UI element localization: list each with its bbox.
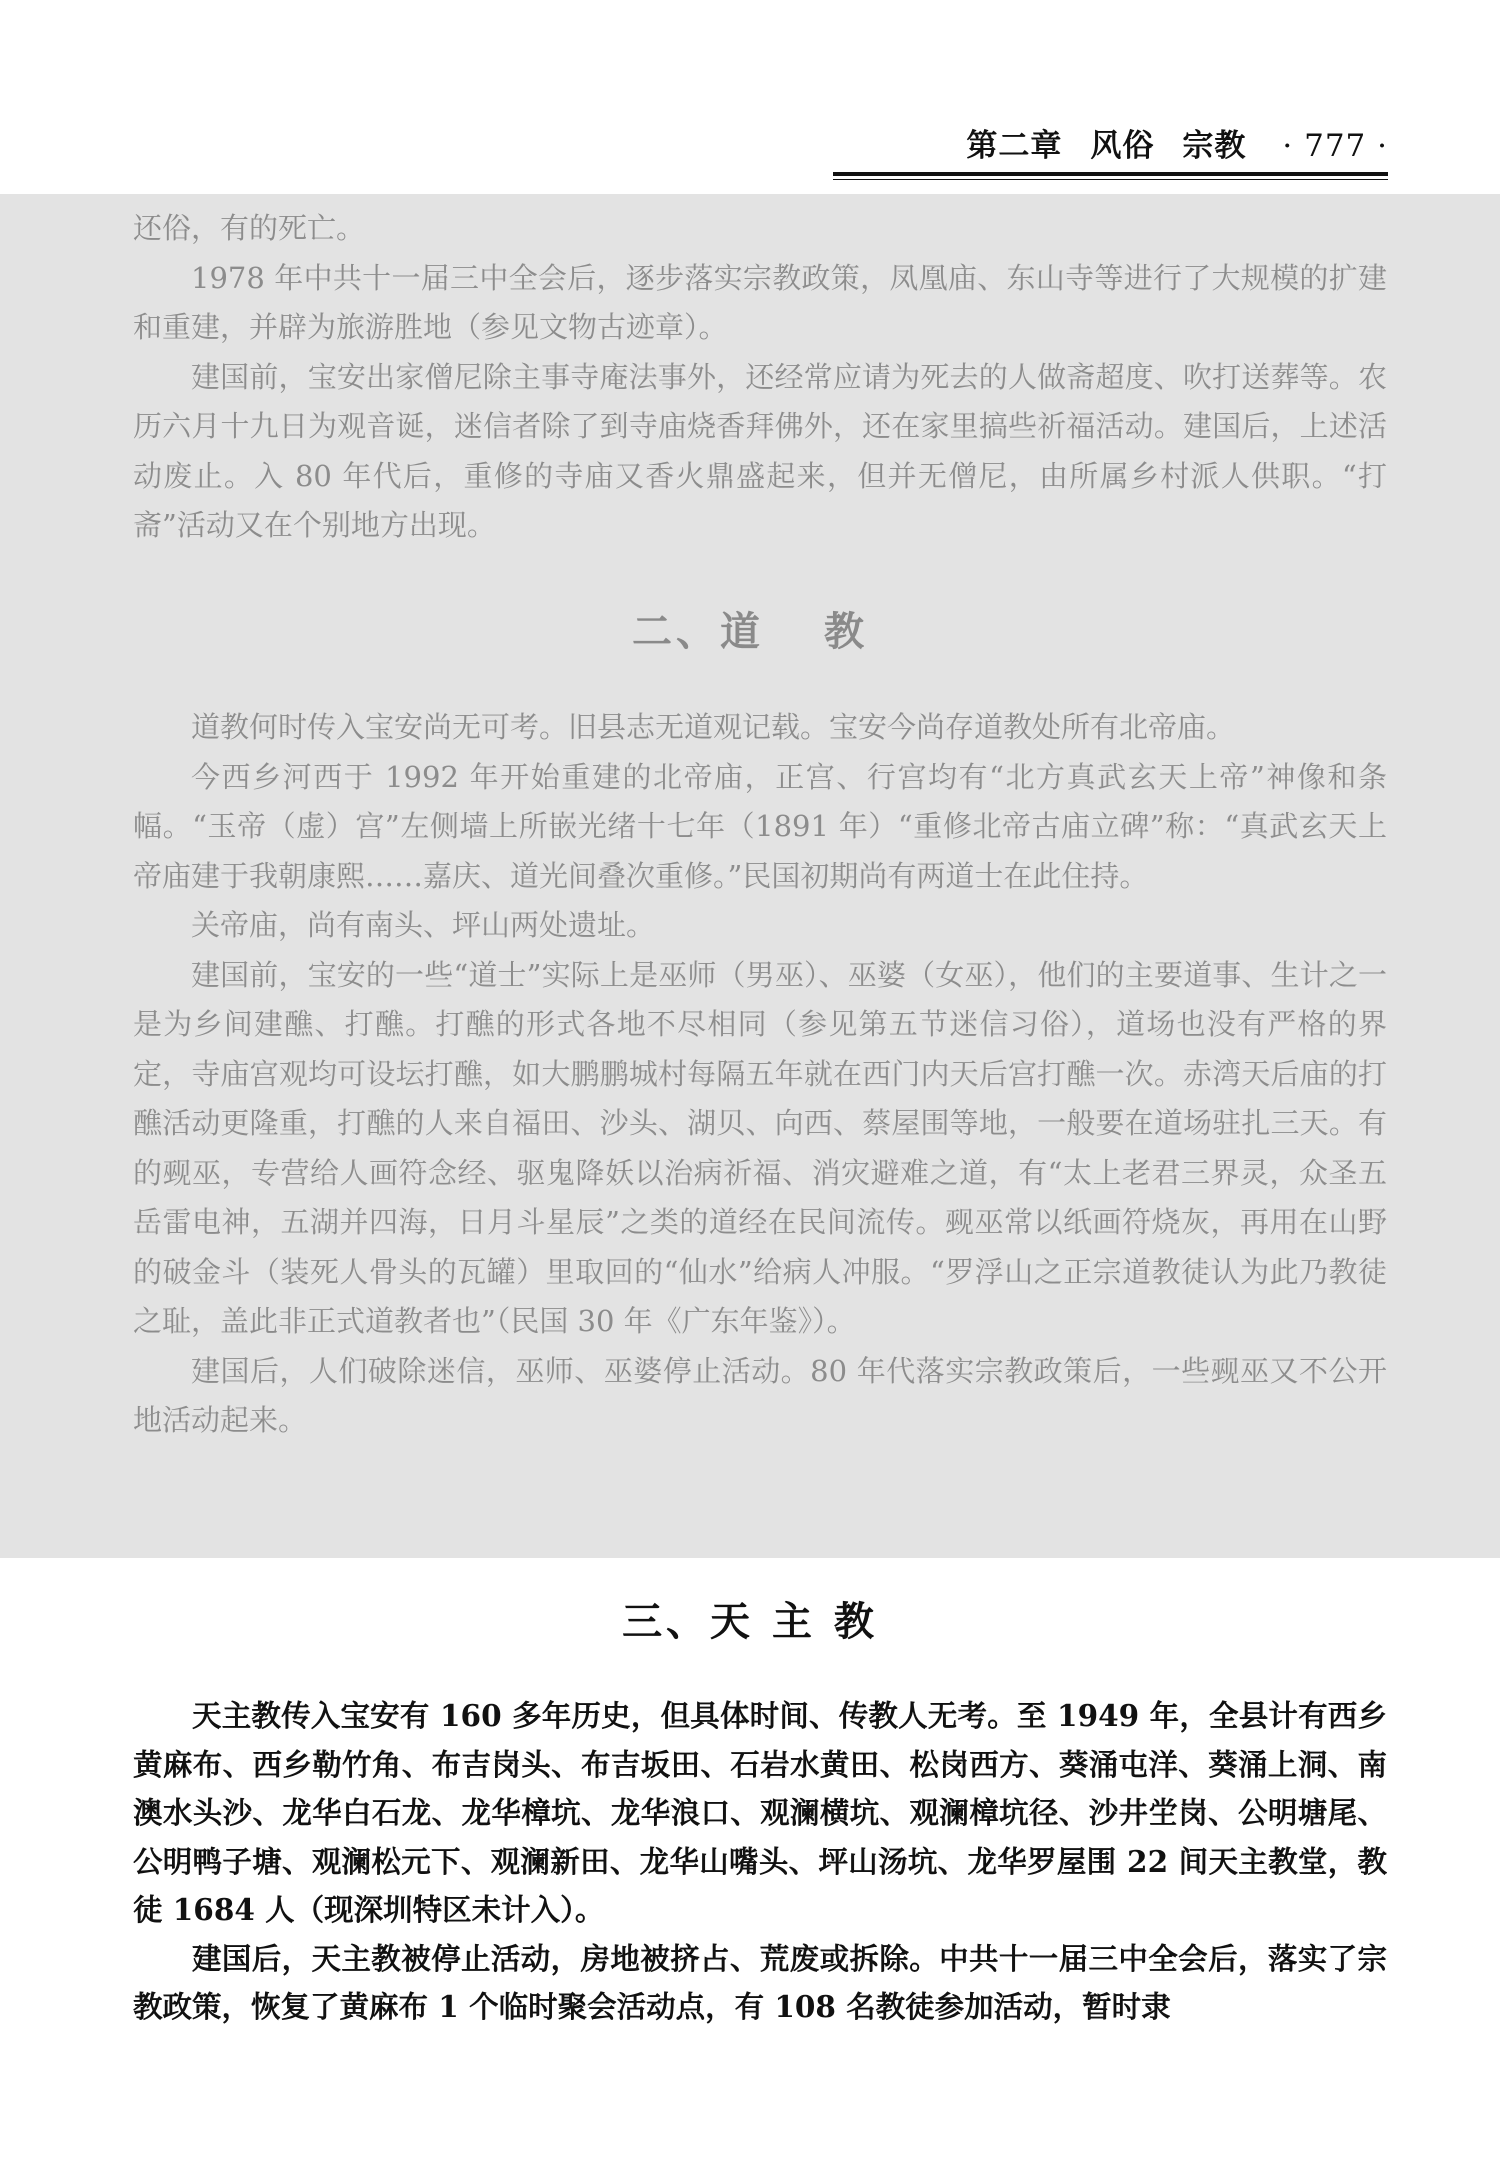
section-title-prefix: 二、道 (632, 609, 764, 655)
running-head (966, 120, 1388, 165)
paragraph: 天主教传入宝安有 160 多年历史，但具体时间、传教人无考。至 1949 年，全县计有西乡黄麻布、西乡勒竹角、布吉岗头、布吉坂田、石岩水黄田、松岗西方、葵涌屯洋、葵涌上洞、南澳水头沙、龙华白石龙、龙华樟坑、龙华浪口、观澜横坑、观澜樟坑径、沙井坣岗、公明塘尾、公明鸭子塘、观澜松元下、观澜新田、龙华山嘴头、坪山汤坑、龙华罗屋围 22 间天主教堂，教徒 1684 人（现深圳特区未计入）。 (133, 1698, 1387, 1927)
page-header (0, 0, 1500, 190)
paragraph: 建国后，天主教被停止活动，房地被挤占、荒废或拆除。中共十一届三中全会后，落实了宗教政策，恢复了黄麻布 1 个临时聚会活动点，有 108 名教徒参加活动，暂时隶 (133, 1940, 1387, 2024)
paragraph: 建国后，人们破除迷信，巫师、巫婆停止活动。80 年代落实宗教政策后，一些觋巫又不公开地活动起来。 (133, 1353, 1387, 1437)
header-rule-thin (833, 179, 1388, 180)
paragraph: 1978 年中共十一届三中全会后，逐步落实宗教政策，凤凰庙、东山寺等进行了大规模的扩建和重建，并辟为旅游胜地（参见文物古迹章）。 (133, 260, 1387, 344)
section-title-taoism (0, 600, 1500, 657)
taoism-body (133, 703, 1387, 1446)
chapter-label: 第二章 (966, 128, 1063, 164)
paragraph: 道教何时传入宝安尚无可考。旧县志无道观记载。宝安今尚存道教处所有北帝庙。 (191, 710, 1236, 744)
section-title-catholicism: 三、天 主 教 (622, 1599, 878, 1645)
paragraph: 还俗，有的死亡。 (133, 211, 366, 245)
header-rule (833, 172, 1388, 176)
buddhism-continuation (133, 204, 1387, 551)
catholicism-body (133, 1692, 1387, 2032)
paragraph: 关帝庙，尚有南头、坪山两处遗址。 (191, 908, 656, 942)
section-title-suffix: 教 (824, 609, 868, 655)
paragraph: 今西乡河西于 1992 年开始重建的北帝庙，正宫、行宫均有“北方真武玄天上帝”神像和条幅。“玉帝（虚）宫”左侧墙上所嵌光绪十七年（1891 年）“重修北帝古庙立碑”称：“真武玄天上帝庙建于我朝康熙……嘉庆、道光间叠次重修。”民国初期尚有两道士在此住持。 (133, 759, 1387, 893)
topic-religion: 宗教 (1182, 128, 1247, 164)
topic-customs: 风俗 (1090, 128, 1155, 164)
paragraph: 建国前，宝安出家僧尼除主事寺庵法事外，还经常应请为死去的人做斋超度、吹打送葬等。农历六月十九日为观音诞，迷信者除了到寺庙烧香拜佛外，还在家里搞些祈福活动。建国后，上述活动废止。入 80 年代后，重修的寺庙又香火鼎盛起来，但并无僧尼，由所属乡村派人供职。“打斋”活动又在个别地方出现。 (133, 359, 1387, 542)
paragraph: 建国前，宝安的一些“道士”实际上是巫师（男巫）、巫婆（女巫），他们的主要道事、生计之一是为乡间建醮、打醮。打醮的形式各地不尽相同（参见第五节迷信习俗），道场也没有严格的界定，寺庙宫观均可设坛打醮，如大鹏鹏城村每隔五年就在西门内天后宫打醮一次。赤湾天后庙的打醮活动更隆重，打醮的人来自福田、沙头、湖贝、向西、蔡屋围等地，一般要在道场驻扎三天。有的觋巫，专营给人画符念经、驱鬼降妖以治病祈福、消灾避难之道，有“太上老君三界灵，众圣五岳雷电神，五湖并四海，日月斗星辰”之类的道经在民间流传。觋巫常以纸画符烧灰，再用在山野的破金斗（装死人骨头的瓦罐）里取回的“仙水”给病人冲服。“罗浮山之正宗道教徒认为此乃教徒之耻，盖此非正式道教者也”（民国 30 年《广东年鉴》）。 (133, 957, 1387, 1338)
page-number: · 777 · (1282, 128, 1388, 164)
